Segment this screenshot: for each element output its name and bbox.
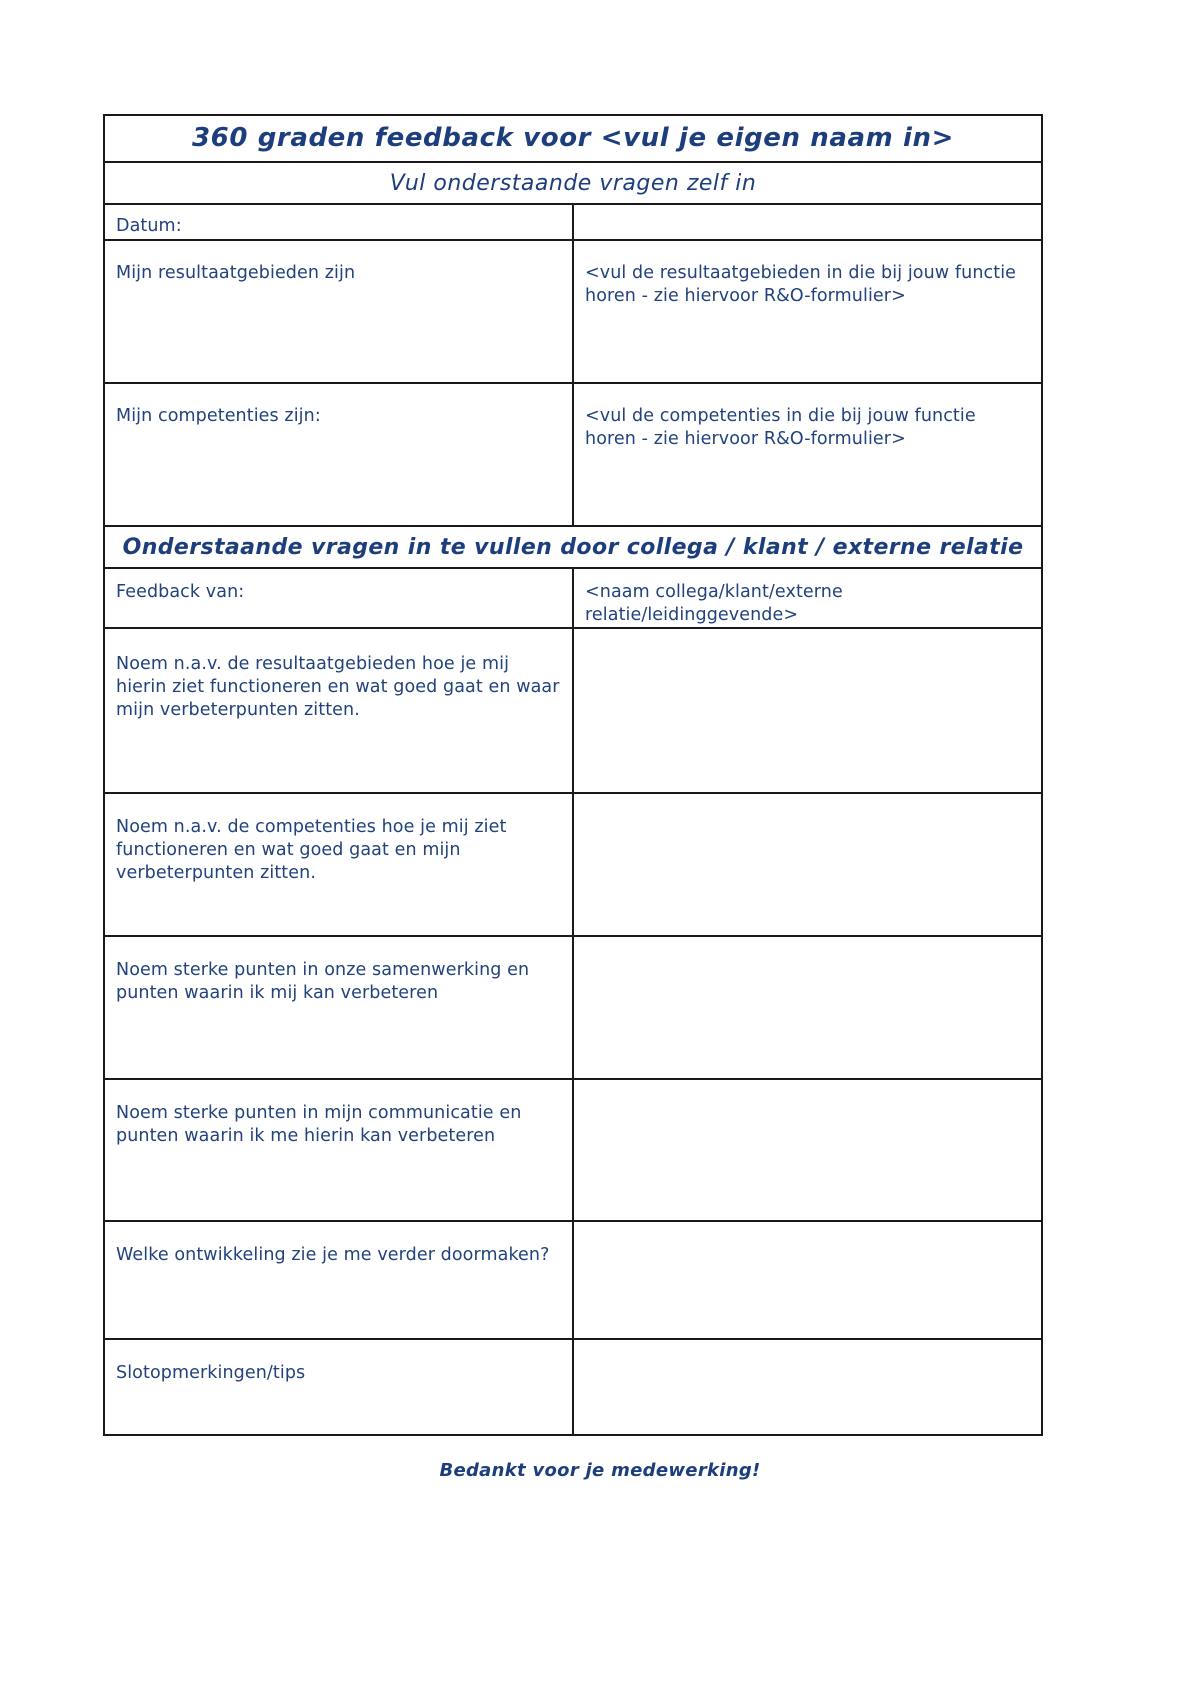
closing-remarks-row [104,1339,1042,1435]
competencies-value[interactable]: <vul de competenties in die bij jouw functie horen - zie hiervoor R&O-formulier> [585,406,976,449]
question-competencies-label-cell [104,793,573,936]
competencies-row [104,383,1042,526]
question-result-areas-answer-cell[interactable] [573,628,1042,793]
question-collaboration-answer[interactable] [574,937,1041,944]
competencies-label: Mijn competenties zijn: [116,406,321,426]
date-value-cell[interactable] [573,204,1042,240]
date-row [104,204,1042,240]
question-result-areas-label: Noem n.a.v. de resultaatgebieden hoe je mij hierin ziet functioneren en wat goed gaat en waar mijn verbeterpunten zitten. [116,654,560,720]
question-competencies-label: Noem n.a.v. de competenties hoe je mij ziet functioneren en wat goed gaat en mijn verbeterpunten zitten. [116,817,507,883]
competencies-value-cell[interactable] [573,383,1042,526]
result-areas-label-cell [104,240,573,383]
question-communication-answer-cell[interactable] [573,1079,1042,1221]
question-competencies-row [104,793,1042,936]
date-label-cell [104,204,573,240]
question-development-label-cell [104,1221,573,1339]
feedback-from-label-cell [104,568,573,628]
feedback-form-table [103,114,1043,1436]
question-communication-answer[interactable] [574,1080,1041,1087]
feedback-from-value[interactable]: <naam collega/klant/externe relatie/leidinggevende> [585,582,843,625]
closing-remarks-label-cell [104,1339,573,1435]
self-section-heading: Vul onderstaande vragen zelf in [104,162,1042,204]
question-competencies-answer-cell[interactable] [573,793,1042,936]
result-areas-value[interactable]: <vul de resultaatgebieden in die bij jouw functie horen - zie hiervoor R&O-formulier> [585,263,1017,306]
feedback-from-row [104,568,1042,628]
question-communication-row [104,1079,1042,1221]
closing-remarks-label: Slotopmerkingen/tips [116,1363,306,1383]
question-competencies-answer[interactable] [574,794,1041,801]
feedback-section-heading: Onderstaande vragen in te vullen door collega / klant / externe relatie [104,526,1042,568]
question-collaboration-row [104,936,1042,1079]
question-communication-label: Noem sterke punten in mijn communicatie en punten waarin ik me hierin kan verbeteren [116,1103,522,1146]
result-areas-row [104,240,1042,383]
question-result-areas-answer[interactable] [574,629,1041,636]
closing-remarks-answer-cell[interactable] [573,1339,1042,1435]
question-collaboration-answer-cell[interactable] [573,936,1042,1079]
feedback-section-heading-row [104,526,1042,568]
question-development-row [104,1221,1042,1339]
self-section-heading-row [104,162,1042,204]
form-title: 360 graden feedback voor <vul je eigen naam in> [104,115,1042,162]
question-collaboration-label-cell [104,936,573,1079]
closing-remarks-answer[interactable] [574,1340,1041,1347]
question-development-answer[interactable] [574,1222,1041,1229]
thank-you-note: Bedankt voor je medewerking! [439,1460,761,1481]
question-development-answer-cell[interactable] [573,1221,1042,1339]
date-value[interactable] [574,205,1041,215]
feedback-from-label: Feedback van: [116,582,245,602]
question-result-areas-row [104,628,1042,793]
date-label: Datum: [116,216,182,236]
result-areas-value-cell[interactable] [573,240,1042,383]
question-communication-label-cell [104,1079,573,1221]
feedback-from-value-cell[interactable] [573,568,1042,628]
question-collaboration-label: Noem sterke punten in onze samenwerking en punten waarin ik mij kan verbeteren [116,960,530,1003]
title-row [104,115,1042,162]
question-development-label: Welke ontwikkeling zie je me verder doormaken? [116,1245,550,1265]
question-result-areas-label-cell [104,628,573,793]
result-areas-label: Mijn resultaatgebieden zijn [116,263,356,283]
competencies-label-cell [104,383,573,526]
